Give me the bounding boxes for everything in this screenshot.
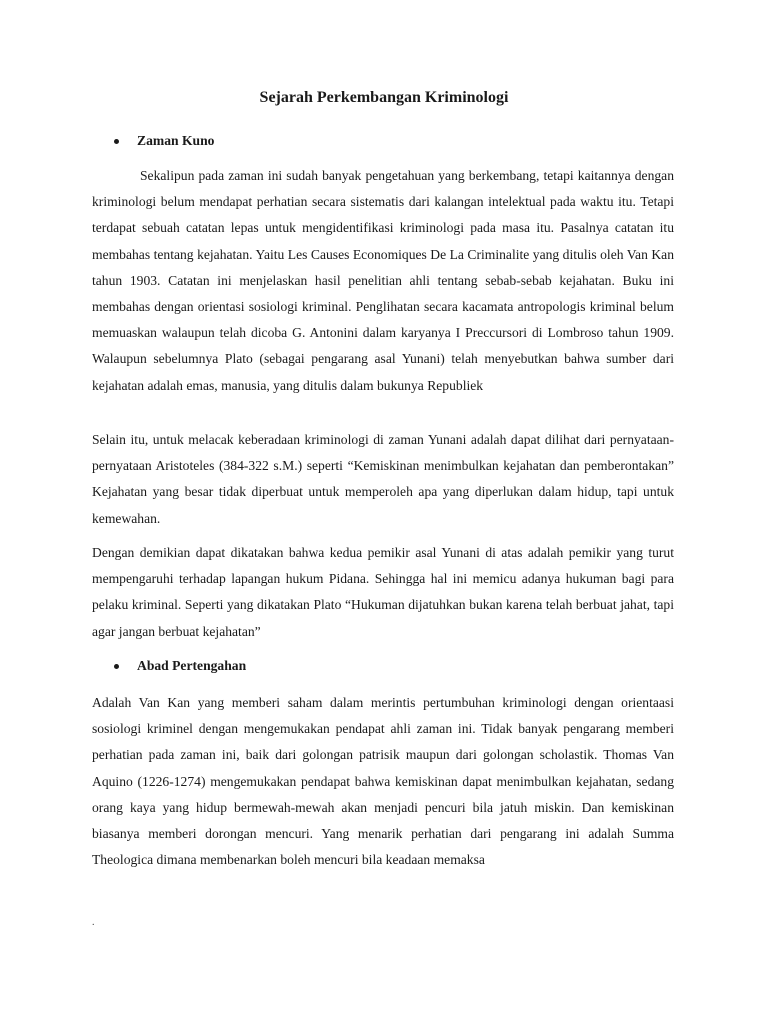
section-heading-zaman-kuno [114,131,214,151]
section-heading-label: Abad Pertengahan [137,658,247,673]
bullet-icon [114,664,119,669]
section-heading-abad-pertengahan [114,656,246,676]
paragraph: Selain itu, untuk melacak keberadaan kriminologi di zaman Yunani adalah dapat dilihat dari pernyataan-pernyataan Aristoteles (384-322 s.M.) seperti “Kemiskinan menimbulkan kejahatan dan pemberontakan” Kejahatan yang besar tidak diperbuat untuk memperoleh apa yang diperlukan dalam hidup, tapi untuk kemewahan. [92,432,674,526]
paragraph: Adalah Van Kan yang memberi saham dalam merintis pertumbuhan kriminologi dengan orientaasi sosiologi kriminel dengan mengemukakan pendapat ahli zaman ini. Tidak banyak pengarang memberi perhatian pada zaman ini, baik dari golongan patrisik maupun dari golongan scholastik. Thomas Van Aquino (1226-1274) mengemukakan pendapat bahwa kemiskinan dapat menimbulkan kejahatan, sedang orang kaya yang hidup bermewah-mewah akan menjadi pencuri bila jatuh miskin. Dan kemiskinan biasanya memberi dorongan mencuri. Yang menarik perhatian dari pengarang ini adalah Summa Theologica dimana membenarkan boleh mencuri bila keadaan memaksa [92,695,674,868]
paragraph: Dengan demikian dapat dikatakan bahwa kedua pemikir asal Yunani di atas adalah pemikir yang turut mempengaruhi terhadap lapangan hukum Pidana. Sehingga hal ini memicu adanya hukuman bagi para pelaku kriminal. Seperti yang dikatakan Plato “Hukuman dijatuhkan bukan karena telah berbuat jahat, tapi agar jangan berbuat kejahatan” [92,545,674,639]
bullet-icon [114,139,119,144]
document-title: Sejarah Perkembangan Kriminologi [259,89,509,106]
section-heading-label: Zaman Kuno [137,133,215,148]
trailing-mark: . [92,917,95,928]
paragraph: Sekalipun pada zaman ini sudah banyak pengetahuan yang berkembang, tetapi kaitannya dengan kriminologi belum mendapat perhatian secara sistematis dari kalangan intelektual pada waktu itu. Tetapi terdapat sebuah catatan lepas untuk mengidentifikasi kriminologi pada masa itu. Pasalnya catatan itu membahas tentang kejahatan. Yaitu Les Causes Economiques De La Criminalite yang ditulis oleh Van Kan tahun 1903. Catatan ini menjelaskan hasil penelitian ahli tentang sebab-sebab kejahatan. Buku ini membahas dengan orientasi sosiologi kriminal. Penglihatan secara kacamata antropologis kriminal belum memuaskan walaupun telah dicoba G. Antonini dalam karyanya I Preccursori di Lombroso tahun 1909. Walaupun sebelumnya Plato (sebagai pengarang asal Yunani) telah menyebutkan bahwa sumber dari kejahatan adalah emas, manusia, yang ditulis dalam bukunya Republiek [92,168,674,393]
